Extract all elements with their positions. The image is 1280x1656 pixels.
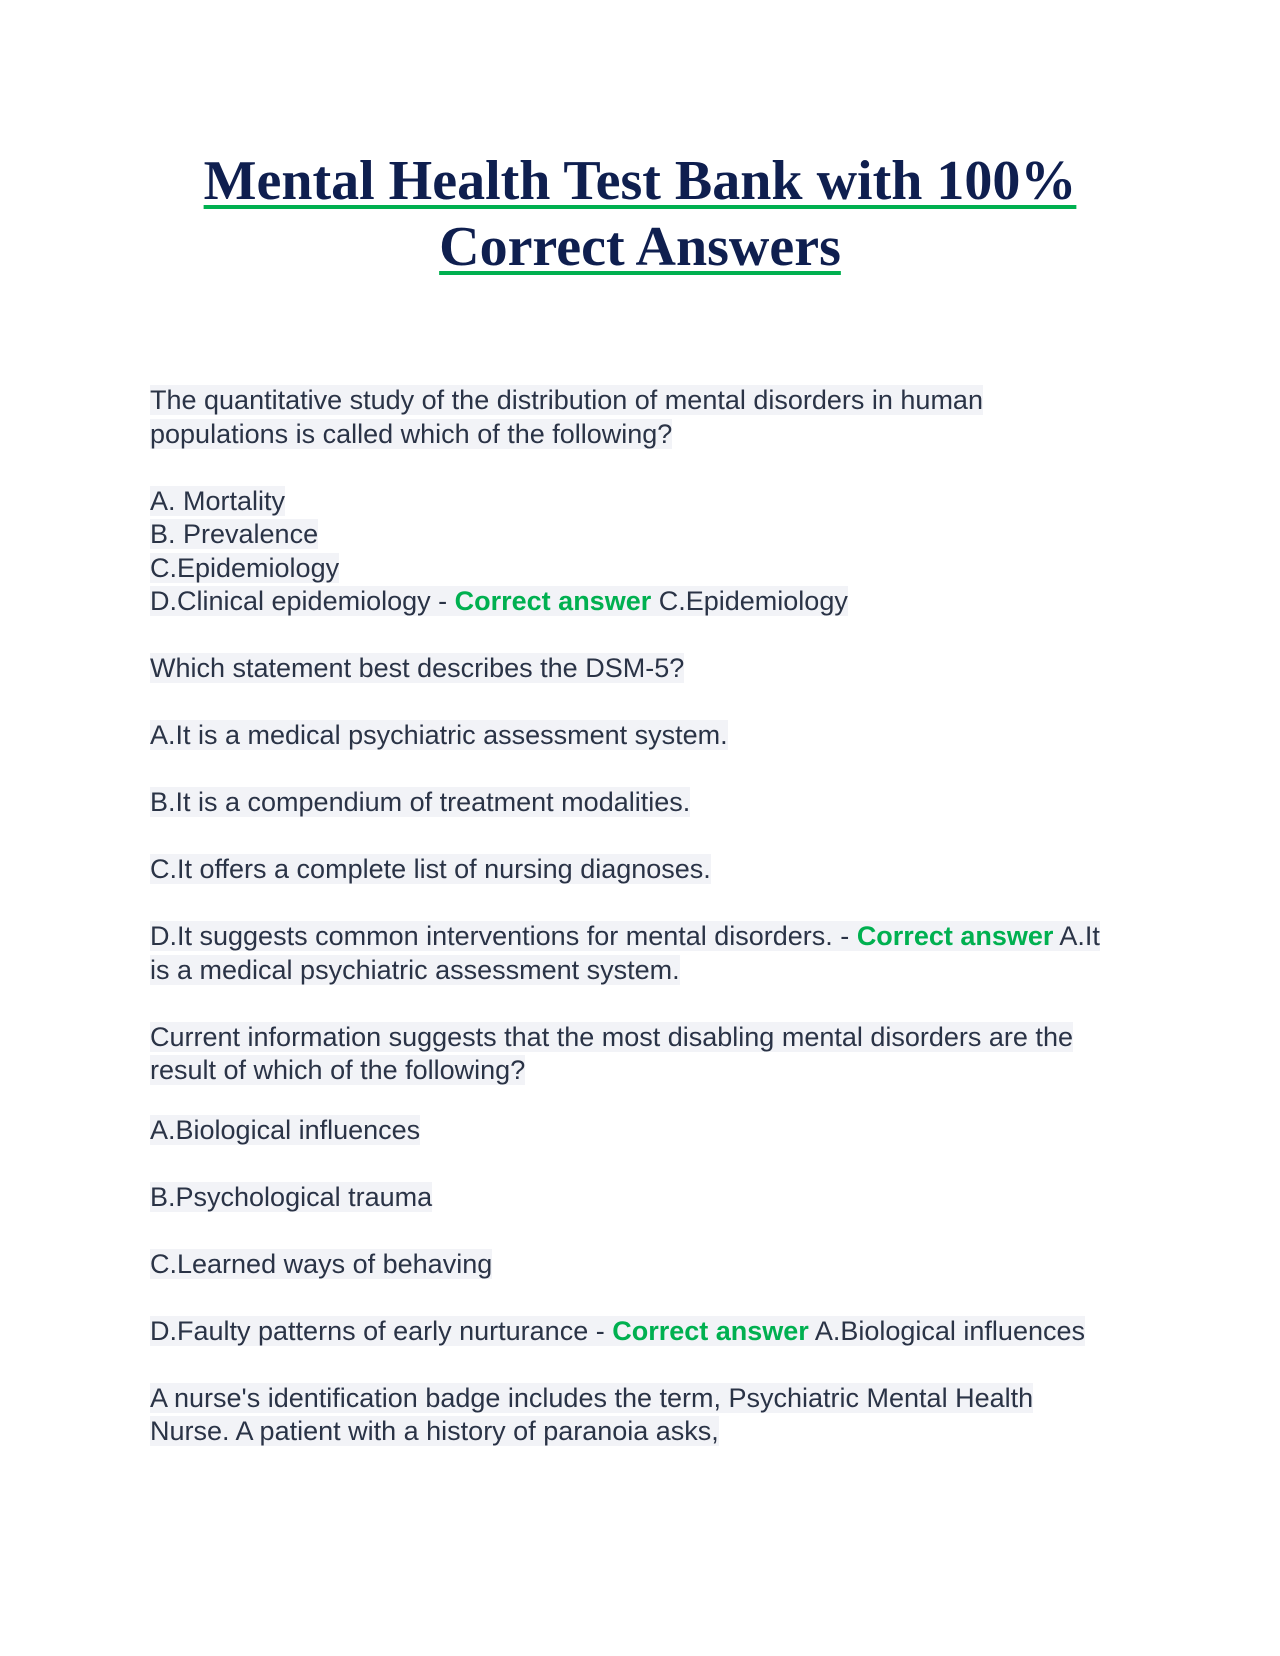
question-2-option-a: A.It is a medical psychiatric assessment system. [150,720,728,750]
document-title [140,148,1140,280]
question-2-stem: Which statement best describes the DSM-5? [150,653,685,683]
question-2-option-d: D.It suggests common interventions for mental disorders. - Correct answer A.It is a medical psychiatric assessment system. [150,921,1100,985]
correct-answer-label: Correct answer [856,921,1054,951]
question-1-option-c: C.Epidemiology [150,552,340,583]
question-3-option-b: B.Psychological trauma [150,1181,433,1212]
question-1-answer: C.Epidemiology [658,586,848,616]
question-2-option-b: B.It is a compendium of treatment modalities. [150,787,691,817]
correct-answer-label: Correct answer [454,586,652,616]
question-2-option-c: C.It offers a complete list of nursing diagnoses. [150,854,711,884]
question-4-stem: A nurse's identification badge includes the term, Psychiatric Mental Health Nurse. A patient with a history of paranoia asks, [150,1382,1034,1446]
question-1-option-d: D.Clinical epidemiology - Correct answer C.Epidemiology [150,586,848,616]
question-2-answer: A.It is a medical psychiatric assessment system. [150,921,1100,985]
correct-answer-label: Correct answer [612,1315,809,1346]
question-1-option-a: A. Mortality [150,485,286,516]
question-3-stem: Current information suggests that the most disabling mental disorders are the result of which of the following? [150,1021,1073,1085]
question-3-option-d: D.Faulty patterns of early nurturance - Correct answer A.Biological influences [150,1315,1085,1346]
question-3-answer: A.Biological influences [814,1315,1085,1346]
title-line-1: Mental Health Test Bank with 100% [203,150,1077,212]
question-3-option-c: C.Learned ways of behaving [150,1248,493,1279]
question-1-option-b: B. Prevalence [150,519,319,549]
question-3-option-a: A.Biological influences [150,1114,421,1145]
document-body [150,384,1110,1449]
title-line-2: Correct Answers [439,216,841,278]
question-1-stem: The quantitative study of the distribution of mental disorders in human populations is called which of the following? [150,385,983,449]
